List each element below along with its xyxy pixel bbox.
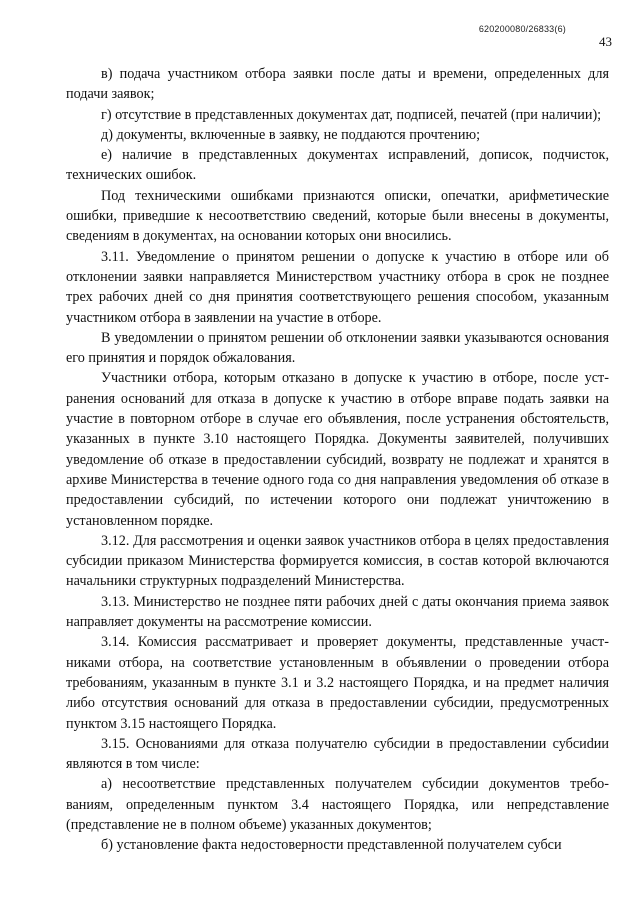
- paragraph-item-v: в) подача участником отбора заявки после даты и времени, определенных для подачи заявок;: [66, 66, 609, 103]
- document-code: 620200080/26833(6): [478, 24, 566, 34]
- paragraph-item-e: е) наличие в представленных документах исправлений, дописок, подчисток, технических ошибок.: [66, 147, 609, 184]
- paragraph-3-15: 3.15. Основаниями для отказа получателю субсидии в предоставлении субсиdии являются в том числе:: [66, 735, 609, 773]
- paragraph-technical-errors: Под техническими ошибками признаются описки, опечатки, арифметические ошибки, приведшие к несоответствию сведений, которые были внесены в документы, сведениям в документах, на основании которых они вносились.: [66, 187, 609, 245]
- paragraph-item-g: г) отсутствие в представленных документах дат, подписей, печатей (при наличии);: [101, 106, 602, 123]
- paragraph-3-14: 3.14. Комиссия рассматривает и проверяет документы, представленные участниками отбора, на соответствие установленным в объявлении о проведении отбора требованиям, указанным в пункте 3.1 и 3.2 настоящего Порядка, и на предмет наличия либо отсутствия оснований для отказа в предоставлении субсидии, предусмотренных пунктом 3.15 настоящего Порядка.: [66, 634, 609, 732]
- paragraph-item-b: б) установление факта недостоверности представленной получателем субси: [101, 837, 562, 854]
- paragraph-refused-participants: Участники отбора, которым отказано в допуске к участию в отборе, после устранения оснований для отказа в допуске к участию в отборе вправе подать заявки на участие в повторном отборе в случае его объявления, после устранения обстоятельств, указанных в пункте 3.10 настоящего Порядка. Документы заявителей, получивших уведомление об отказе в предоставлении субсидий, возврату не подлежат и хранятся в архиве Министерства в течение одного года со дня направления уведомления об отказе в предоставлении субсидий, по истечении которого они подлежат уничтожению в установленном порядке.: [66, 370, 609, 529]
- paragraph-item-d: д) документы, включенные в заявку, не поддаются прочтению;: [101, 126, 481, 143]
- paragraph-3-12: 3.12. Для рассмотрения и оценки заявок участников отбора в целях предоставления субсидии приказом Министерства формируется комиссия, в состав которой включаются начальники структурных подразделений Министерства.: [66, 532, 609, 590]
- page-number: 43: [599, 34, 612, 49]
- paragraph-item-a: а) несоответствие представленных получателем субсидии документов требованиям, определенным пунктом 3.4 настоящего Порядка, или непредставление (представление не в полном объеме) указанных документов;: [66, 776, 609, 833]
- paragraph-rejection-notice: В уведомлении о принятом решении об отклонении заявки указываются основания его принятия и порядок обжалования.: [66, 329, 609, 367]
- paragraph-3-13: 3.13. Министерство не позднее пяти рабочих дней с даты окончания приема заявок направляет документы на рассмотрение комиссии.: [66, 593, 609, 631]
- document-body: [66, 64, 609, 856]
- paragraph-3-11: 3.11. Уведомление о принятом решении о допуске к участию в отборе или об отклонении заявки направляется Министерством участнику отбора в срок не позднее трех рабочих дней со дня принятия соответствующего решения способом, указанным участником отбора в заявлении на участие в отборе.: [66, 248, 609, 326]
